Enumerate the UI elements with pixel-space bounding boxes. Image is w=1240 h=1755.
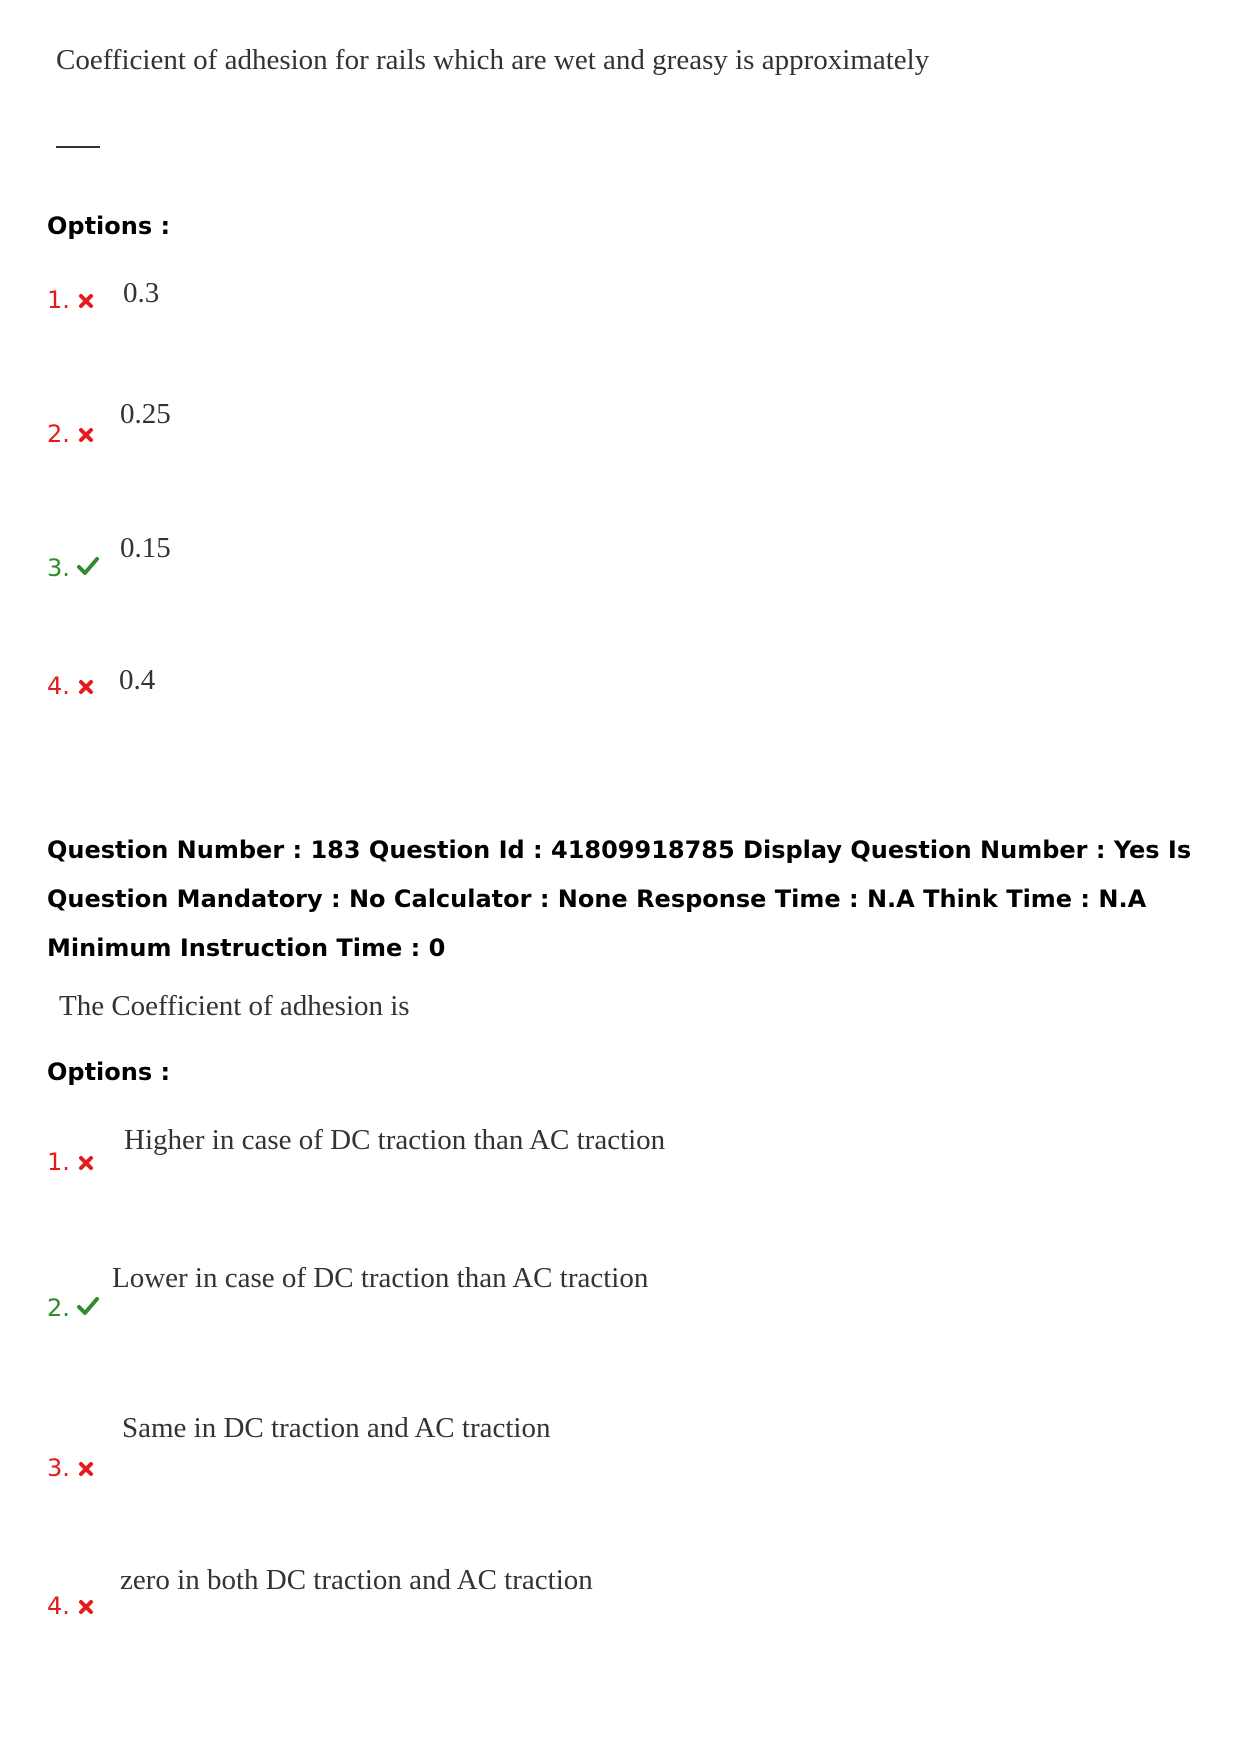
option-text: Higher in case of DC traction than AC traction xyxy=(124,1124,666,1156)
option-number: 3. xyxy=(47,1454,70,1482)
options-label: Options : xyxy=(47,1058,171,1086)
option-number: 1. xyxy=(47,1148,70,1176)
cross-icon xyxy=(78,1155,94,1171)
option-text: 0.4 xyxy=(119,664,156,696)
check-icon xyxy=(76,556,100,576)
option-number: 1. xyxy=(47,286,70,314)
cross-icon xyxy=(78,1461,94,1477)
question-text: Coefficient of adhesion for rails which are wet and greasy is approximately xyxy=(56,44,930,76)
option-text: 0.15 xyxy=(120,532,171,564)
option-number: 4. xyxy=(47,672,70,700)
answer-blank xyxy=(56,146,100,148)
option-text: 0.25 xyxy=(120,398,171,430)
option-text: zero in both DC traction and AC traction xyxy=(120,1564,593,1596)
option-text: Same in DC traction and AC traction xyxy=(122,1412,551,1444)
option-number: 2. xyxy=(47,420,70,448)
cross-icon xyxy=(78,679,94,695)
question-text: The Coefficient of adhesion is xyxy=(59,990,410,1022)
option-number: 3. xyxy=(47,554,70,582)
option-number: 4. xyxy=(47,1592,70,1620)
cross-icon xyxy=(78,427,94,443)
option-number: 2. xyxy=(47,1294,70,1322)
option-text: Lower in case of DC traction than AC traction xyxy=(112,1262,649,1294)
check-icon xyxy=(76,1296,100,1316)
question-meta: Question Number : 183 Question Id : 41809918785 Display Question Number : Yes Is Question Mandatory : No Calculator : None Response Time : N.A Think Time : N.A Minimum Instruction Time : 0 xyxy=(47,836,1192,962)
options-label: Options : xyxy=(47,212,171,240)
cross-icon xyxy=(78,1599,94,1615)
option-text: 0.3 xyxy=(123,277,160,309)
cross-icon xyxy=(78,293,94,309)
